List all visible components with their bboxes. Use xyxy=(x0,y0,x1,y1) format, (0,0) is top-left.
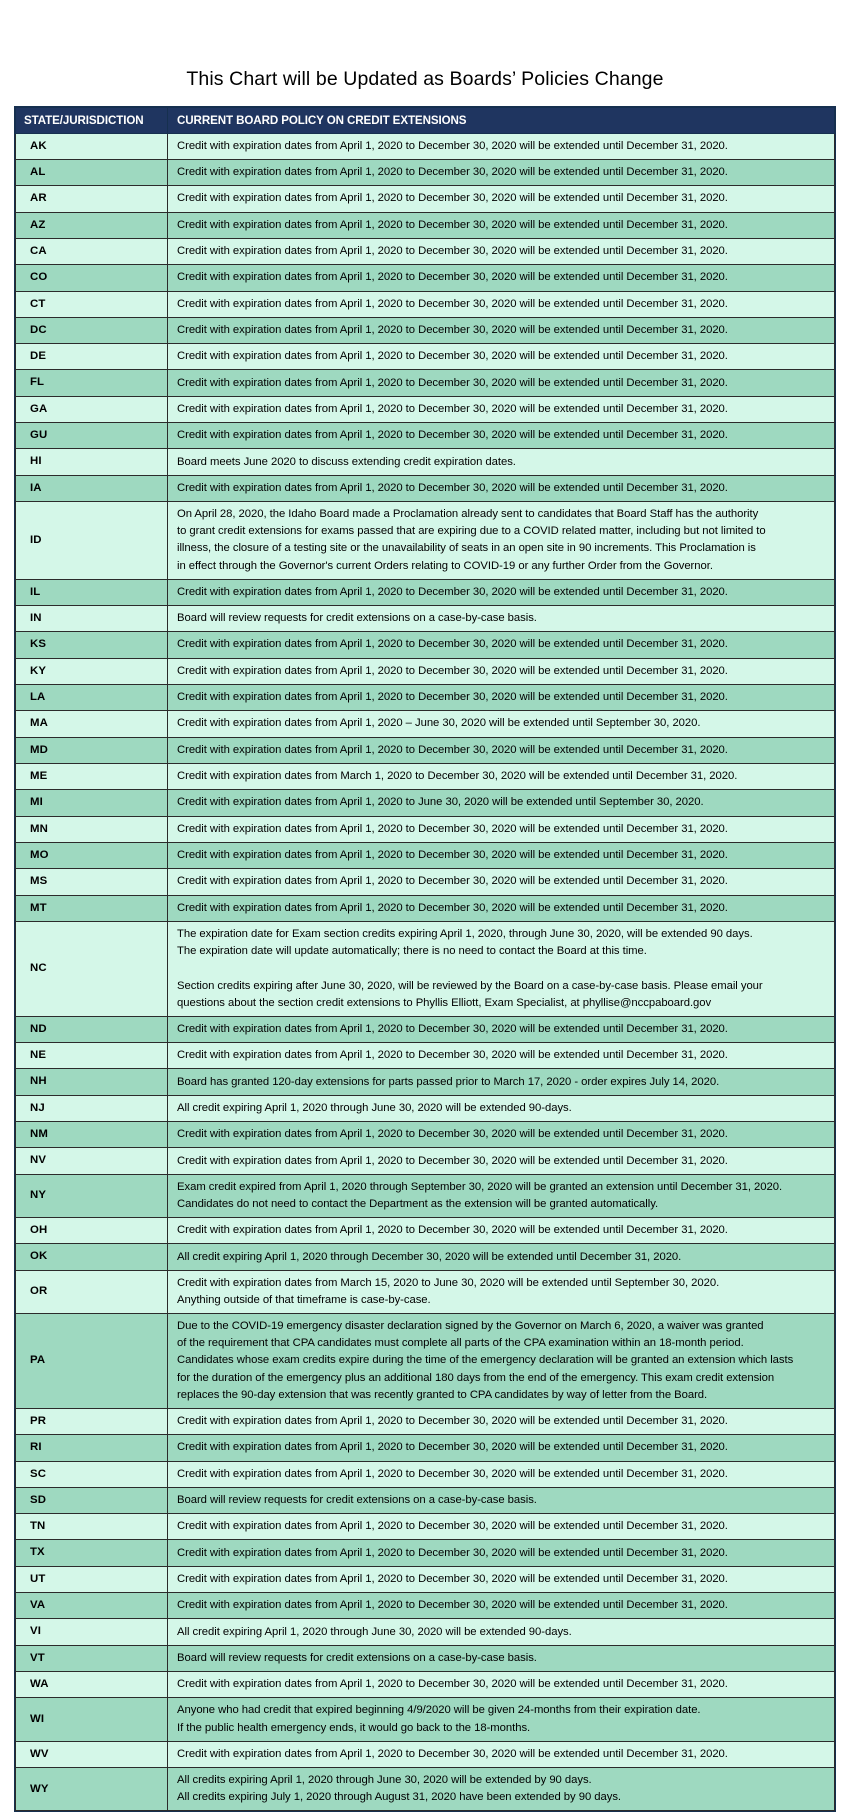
policy-line: If the public health emergency ends, it would go back to the 18-months. xyxy=(177,1721,531,1734)
policy-line: Board has granted 120-day extensions for parts passed prior to March 17, 2020 - order expires July 14, 2020. xyxy=(177,1075,720,1088)
table-body xyxy=(16,133,835,1811)
state-jurisdiction-cell: NJ xyxy=(16,1095,168,1121)
state-jurisdiction-cell: RI xyxy=(16,1435,168,1461)
policy-line: All credit expiring April 1, 2020 through December 30, 2020 will be extended until December 31, 2020. xyxy=(177,1250,682,1263)
state-jurisdiction-cell: MT xyxy=(16,895,168,921)
policy-line: Credit with expiration dates from April 1, 2020 to December 30, 2020 will be extended until December 31, 2020. xyxy=(177,1224,728,1237)
state-jurisdiction-cell: KS xyxy=(16,632,168,658)
policy-cell xyxy=(168,869,835,895)
policy-line: illness, the closure of a testing site or the unavailability of seats in an open site in 90 increments. This Proclamation is xyxy=(177,542,756,555)
state-jurisdiction-cell: MN xyxy=(16,816,168,842)
state-jurisdiction-cell: HI xyxy=(16,449,168,475)
state-jurisdiction-cell: GU xyxy=(16,423,168,449)
table-row xyxy=(16,737,835,763)
state-jurisdiction-cell: OK xyxy=(16,1244,168,1270)
table-row xyxy=(16,1218,835,1244)
policy-line: Credit with expiration dates from April 1, 2020 to December 30, 2020 will be extended until December 31, 2020. xyxy=(177,376,728,389)
table-row xyxy=(16,1314,835,1409)
state-jurisdiction-cell: IN xyxy=(16,606,168,632)
policy-line: Credit with expiration dates from April 1, 2020 to December 30, 2020 will be extended until December 31, 2020. xyxy=(177,1441,728,1454)
state-jurisdiction-cell: PR xyxy=(16,1408,168,1434)
policy-cell xyxy=(168,449,835,475)
policy-cell xyxy=(168,1218,835,1244)
policy-cell xyxy=(168,895,835,921)
policy-cell xyxy=(168,1487,835,1513)
table-row xyxy=(16,475,835,501)
table-row xyxy=(16,1566,835,1592)
state-jurisdiction-cell: MI xyxy=(16,790,168,816)
table-row xyxy=(16,1069,835,1095)
state-jurisdiction-cell: OH xyxy=(16,1218,168,1244)
state-jurisdiction-cell: CA xyxy=(16,238,168,264)
table-row xyxy=(16,1768,835,1811)
policy-cell xyxy=(168,1408,835,1434)
policy-line: Credit with expiration dates from April 1, 2020 to December 30, 2020 will be extended until December 31, 2020. xyxy=(177,1414,728,1427)
state-jurisdiction-cell: GA xyxy=(16,396,168,422)
table-row xyxy=(16,1095,835,1121)
table-row xyxy=(16,606,835,632)
policy-cell xyxy=(168,502,835,580)
policy-cell xyxy=(168,1095,835,1121)
policy-cell xyxy=(168,1148,835,1174)
state-jurisdiction-cell: NC xyxy=(16,922,168,1017)
policy-line: Credit with expiration dates from April 1, 2020 to December 30, 2020 will be extended until December 31, 2020. xyxy=(177,297,728,310)
policy-line: All credit expiring April 1, 2020 through June 30, 2020 will be extended 90-days. xyxy=(177,1101,572,1114)
policy-cell xyxy=(168,1069,835,1095)
policy-cell xyxy=(168,317,835,343)
state-jurisdiction-cell: AL xyxy=(16,159,168,185)
state-jurisdiction-cell: LA xyxy=(16,685,168,711)
table-row xyxy=(16,1514,835,1540)
policy-cell xyxy=(168,186,835,212)
policy-line: to grant credit extensions for exams passed that are expiring due to a COVID related matter, including but not limited to xyxy=(177,525,766,538)
policy-line: replaces the 90-day extension that was recently granted to CPA candidates by way of letter from the Board. xyxy=(177,1388,708,1401)
policy-line: Credit with expiration dates from March 15, 2020 to June 30, 2020 will be extended until September 30, 2020. xyxy=(177,1276,720,1289)
table-row xyxy=(16,843,835,869)
policy-line: Credit with expiration dates from April 1, 2020 to December 30, 2020 will be extended until December 31, 2020. xyxy=(177,481,728,494)
policy-cell xyxy=(168,1768,835,1811)
table-row xyxy=(16,632,835,658)
state-jurisdiction-cell: TX xyxy=(16,1540,168,1566)
policy-line: The expiration date for Exam section credits expiring April 1, 2020, through June 30, 2020, will be extended 90 days. xyxy=(177,928,753,941)
state-jurisdiction-cell: ME xyxy=(16,764,168,790)
policy-cell xyxy=(168,790,835,816)
state-jurisdiction-cell: WA xyxy=(16,1672,168,1698)
table-row xyxy=(16,869,835,895)
state-jurisdiction-cell: DC xyxy=(16,317,168,343)
table-row xyxy=(16,502,835,580)
policy-line: Board will review requests for credit extensions on a case-by-case basis. xyxy=(177,612,537,625)
state-jurisdiction-cell: WV xyxy=(16,1741,168,1767)
table-row xyxy=(16,1408,835,1434)
policy-cell xyxy=(168,475,835,501)
state-jurisdiction-cell: IL xyxy=(16,579,168,605)
policy-line: Credit with expiration dates from April 1, 2020 to December 30, 2020 will be extended until December 31, 2020. xyxy=(177,350,728,363)
state-jurisdiction-cell: NY xyxy=(16,1174,168,1217)
table-row xyxy=(16,423,835,449)
policy-line: Anything outside of that timeframe is case-by-case. xyxy=(177,1293,431,1306)
state-jurisdiction-cell: AR xyxy=(16,186,168,212)
table-row xyxy=(16,685,835,711)
page-root xyxy=(0,13,850,1804)
policy-cell xyxy=(168,922,835,1017)
table-row xyxy=(16,317,835,343)
policy-cell xyxy=(168,1698,835,1741)
policy-line: Candidates do not need to contact the Department as the extension will be granted automatically. xyxy=(177,1197,659,1210)
policy-line: Credit with expiration dates from April 1, 2020 to December 30, 2020 will be extended until December 31, 2020. xyxy=(177,1546,728,1559)
state-jurisdiction-cell: WI xyxy=(16,1698,168,1741)
table-row xyxy=(16,816,835,842)
policy-line: Credit with expiration dates from April 1, 2020 to December 30, 2020 will be extended until December 31, 2020. xyxy=(177,743,728,756)
policy-cell xyxy=(168,1174,835,1217)
table-row xyxy=(16,370,835,396)
policy-line: Board will review requests for credit extensions on a case-by-case basis. xyxy=(177,1651,537,1664)
policy-table-container xyxy=(14,106,836,1812)
table-row xyxy=(16,1698,835,1741)
state-jurisdiction-cell: MS xyxy=(16,869,168,895)
policy-cell xyxy=(168,1540,835,1566)
policy-line: Credit with expiration dates from April 1, 2020 to December 30, 2020 will be extended until December 31, 2020. xyxy=(177,638,728,651)
policy-line: for the duration of the emergency plus an additional 180 days from the end of the emergency. This exam credit extension xyxy=(177,1371,775,1384)
state-jurisdiction-cell: DE xyxy=(16,344,168,370)
policy-cell xyxy=(168,1461,835,1487)
table-row xyxy=(16,133,835,159)
policy-line: Credit with expiration dates from March 1, 2020 to December 30, 2020 will be extended until December 31, 2020. xyxy=(177,770,738,783)
state-jurisdiction-cell: NM xyxy=(16,1122,168,1148)
policy-line: Credit with expiration dates from April 1, 2020 to December 30, 2020 will be extended until December 31, 2020. xyxy=(177,1467,728,1480)
policy-line: Credit with expiration dates from April 1, 2020 to December 30, 2020 will be extended until December 31, 2020. xyxy=(177,901,728,914)
policy-line: Anyone who had credit that expired beginning 4/9/2020 will be given 24-months from their expiration date. xyxy=(177,1704,701,1717)
policy-cell xyxy=(168,159,835,185)
policy-cell xyxy=(168,423,835,449)
policy-line: of the requirement that CPA candidates must complete all parts of the CPA examination within an 18-month period. xyxy=(177,1337,744,1350)
policy-cell xyxy=(168,344,835,370)
policy-line: Credit with expiration dates from April 1, 2020 to December 30, 2020 will be extended until December 31, 2020. xyxy=(177,218,728,231)
table-row xyxy=(16,1672,835,1698)
table-row xyxy=(16,790,835,816)
policy-cell xyxy=(168,396,835,422)
policy-cell xyxy=(168,133,835,159)
table-row xyxy=(16,1016,835,1042)
table-row xyxy=(16,1645,835,1671)
policy-cell xyxy=(168,764,835,790)
table-row xyxy=(16,1148,835,1174)
table-row xyxy=(16,291,835,317)
policy-cell xyxy=(168,1672,835,1698)
table-row xyxy=(16,186,835,212)
policy-cell xyxy=(168,1593,835,1619)
policy-cell xyxy=(168,632,835,658)
policy-cell xyxy=(168,606,835,632)
policy-line: Credit with expiration dates from April 1, 2020 to June 30, 2020 will be extended until September 30, 2020. xyxy=(177,796,704,809)
state-jurisdiction-cell: NE xyxy=(16,1043,168,1069)
policy-line: Credit with expiration dates from April 1, 2020 to December 30, 2020 will be extended until December 31, 2020. xyxy=(177,1022,728,1035)
column-header-state: STATE/JURISDICTION xyxy=(16,107,168,133)
state-jurisdiction-cell: NH xyxy=(16,1069,168,1095)
table-row xyxy=(16,579,835,605)
table-row xyxy=(16,711,835,737)
policy-cell xyxy=(168,1619,835,1645)
state-jurisdiction-cell: OR xyxy=(16,1270,168,1313)
state-jurisdiction-cell: SD xyxy=(16,1487,168,1513)
policy-line: Credit with expiration dates from April 1, 2020 to December 30, 2020 will be extended until December 31, 2020. xyxy=(177,402,728,415)
policy-line: Credit with expiration dates from April 1, 2020 to December 30, 2020 will be extended until December 31, 2020. xyxy=(177,244,728,257)
policy-line: Credit with expiration dates from April 1, 2020 to December 30, 2020 will be extended until December 31, 2020. xyxy=(177,1572,728,1585)
policy-line: All credits expiring April 1, 2020 through June 30, 2020 will be extended by 90 days. xyxy=(177,1774,592,1787)
state-jurisdiction-cell: ID xyxy=(16,502,168,580)
policy-line: Credit with expiration dates from April 1, 2020 to December 30, 2020 will be extended until December 31, 2020. xyxy=(177,849,728,862)
policy-line: Credit with expiration dates from April 1, 2020 to December 30, 2020 will be extended until December 31, 2020. xyxy=(177,192,728,205)
policy-line: Candidates whose exam credits expire during the time of the emergency declaration will be granted an extension which lasts xyxy=(177,1354,794,1367)
policy-line: Credit with expiration dates from April 1, 2020 to December 30, 2020 will be extended until December 31, 2020. xyxy=(177,875,728,888)
policy-line: Credit with expiration dates from April 1, 2020 – June 30, 2020 will be extended until September 30, 2020. xyxy=(177,717,701,730)
policy-line: Due to the COVID-19 emergency disaster declaration signed by the Governor on March 6, 2020, a waiver was granted xyxy=(177,1320,764,1333)
state-jurisdiction-cell: MD xyxy=(16,737,168,763)
policy-cell xyxy=(168,1244,835,1270)
policy-line: Credit with expiration dates from April 1, 2020 to December 30, 2020 will be extended until December 31, 2020. xyxy=(177,1599,728,1612)
policy-cell xyxy=(168,1435,835,1461)
state-jurisdiction-cell: CT xyxy=(16,291,168,317)
state-jurisdiction-cell: AZ xyxy=(16,212,168,238)
policy-line: Credit with expiration dates from April 1, 2020 to December 30, 2020 will be extended until December 31, 2020. xyxy=(177,822,728,835)
policy-cell xyxy=(168,265,835,291)
table-row xyxy=(16,159,835,185)
policy-line: All credits expiring July 1, 2020 through August 31, 2020 have been extended by 90 days. xyxy=(177,1791,622,1804)
state-jurisdiction-cell: TN xyxy=(16,1514,168,1540)
policy-line: questions about the section credit extensions to Phyllis Elliott, Exam Specialist, at phyllise@nccpaboard.gov xyxy=(177,996,712,1009)
table-row xyxy=(16,212,835,238)
state-jurisdiction-cell: SC xyxy=(16,1461,168,1487)
policy-cell xyxy=(168,579,835,605)
policy-line: On April 28, 2020, the Idaho Board made a Proclamation already sent to candidates that Board Staff has the authority xyxy=(177,508,759,521)
table-row xyxy=(16,922,835,1017)
policy-cell xyxy=(168,685,835,711)
policy-cell xyxy=(168,1122,835,1148)
table-row xyxy=(16,344,835,370)
policy-cell xyxy=(168,658,835,684)
table-row xyxy=(16,1540,835,1566)
policy-line: Section credits expiring after June 30, 2020, will be reviewed by the Board on a case-by-case basis. Please email your xyxy=(177,979,763,992)
policy-line: Credit with expiration dates from April 1, 2020 to December 30, 2020 will be extended until December 31, 2020. xyxy=(177,1154,728,1167)
state-jurisdiction-cell: MO xyxy=(16,843,168,869)
table-row xyxy=(16,1619,835,1645)
policy-line: in effect through the Governor's current Orders relating to COVID-19 or any further Order from the Governor. xyxy=(177,559,713,572)
state-jurisdiction-cell: KY xyxy=(16,658,168,684)
table-row xyxy=(16,1270,835,1313)
table-row xyxy=(16,396,835,422)
state-jurisdiction-cell: CO xyxy=(16,265,168,291)
policy-cell xyxy=(168,737,835,763)
policy-cell xyxy=(168,1270,835,1313)
policy-line: Board will review requests for credit extensions on a case-by-case basis. xyxy=(177,1493,537,1506)
state-jurisdiction-cell: AK xyxy=(16,133,168,159)
table-header xyxy=(16,107,835,133)
table-row xyxy=(16,895,835,921)
policy-line: Credit with expiration dates from April 1, 2020 to December 30, 2020 will be extended until December 31, 2020. xyxy=(177,323,728,336)
table-row xyxy=(16,1741,835,1767)
table-row xyxy=(16,449,835,475)
table-row xyxy=(16,265,835,291)
state-jurisdiction-cell: UT xyxy=(16,1566,168,1592)
policy-line: Credit with expiration dates from April 1, 2020 to December 30, 2020 will be extended until December 31, 2020. xyxy=(177,271,728,284)
policy-line: Credit with expiration dates from April 1, 2020 to December 30, 2020 will be extended until December 31, 2020. xyxy=(177,1678,728,1691)
state-jurisdiction-cell: VI xyxy=(16,1619,168,1645)
table-row xyxy=(16,1487,835,1513)
table-row xyxy=(16,1122,835,1148)
policy-spacer-line xyxy=(177,960,828,977)
policy-cell xyxy=(168,1566,835,1592)
policy-line: Credit with expiration dates from April 1, 2020 to December 30, 2020 will be extended until December 31, 2020. xyxy=(177,691,728,704)
table-row xyxy=(16,764,835,790)
policy-line: Exam credit expired from April 1, 2020 through September 30, 2020 will be granted an extension until December 31, 2020. xyxy=(177,1180,783,1193)
state-jurisdiction-cell: VT xyxy=(16,1645,168,1671)
policy-cell xyxy=(168,1314,835,1409)
state-jurisdiction-cell: NV xyxy=(16,1148,168,1174)
policy-cell xyxy=(168,843,835,869)
policy-line: The expiration date will update automatically; there is no need to contact the Board at this time. xyxy=(177,945,647,958)
policy-cell xyxy=(168,212,835,238)
policy-line: Credit with expiration dates from April 1, 2020 to December 30, 2020 will be extended until December 31, 2020. xyxy=(177,1747,728,1760)
policy-line: Credit with expiration dates from April 1, 2020 to December 30, 2020 will be extended until December 31, 2020. xyxy=(177,585,728,598)
policy-cell xyxy=(168,370,835,396)
policy-line: Credit with expiration dates from April 1, 2020 to December 30, 2020 will be extended until December 31, 2020. xyxy=(177,1049,728,1062)
page-title: This Chart will be Updated as Boards’ Policies Change xyxy=(186,68,664,91)
policy-line: Credit with expiration dates from April 1, 2020 to December 30, 2020 will be extended until December 31, 2020. xyxy=(177,139,728,152)
policy-cell xyxy=(168,1043,835,1069)
policy-line: Board meets June 2020 to discuss extending credit expiration dates. xyxy=(177,455,516,468)
state-jurisdiction-cell: MA xyxy=(16,711,168,737)
policy-line: Credit with expiration dates from April 1, 2020 to December 30, 2020 will be extended until December 31, 2020. xyxy=(177,1128,728,1141)
state-jurisdiction-cell: VA xyxy=(16,1593,168,1619)
policy-cell xyxy=(168,238,835,264)
policy-line: Credit with expiration dates from April 1, 2020 to December 30, 2020 will be extended until December 31, 2020. xyxy=(177,429,728,442)
table-row xyxy=(16,1174,835,1217)
column-header-policy: CURRENT BOARD POLICY ON CREDIT EXTENSIONS xyxy=(168,107,835,133)
table-row xyxy=(16,658,835,684)
table-header-row xyxy=(16,107,835,133)
policy-cell xyxy=(168,1741,835,1767)
policy-line: Credit with expiration dates from April 1, 2020 to December 30, 2020 will be extended until December 31, 2020. xyxy=(177,664,728,677)
state-jurisdiction-cell: ND xyxy=(16,1016,168,1042)
table-row xyxy=(16,1244,835,1270)
policy-cell xyxy=(168,1645,835,1671)
policy-cell xyxy=(168,711,835,737)
policy-cell xyxy=(168,1016,835,1042)
policy-cell xyxy=(168,291,835,317)
policy-cell xyxy=(168,1514,835,1540)
table-row xyxy=(16,1043,835,1069)
table-row xyxy=(16,238,835,264)
state-jurisdiction-cell: IA xyxy=(16,475,168,501)
credit-extension-policy-table xyxy=(15,107,835,1812)
policy-cell xyxy=(168,816,835,842)
policy-line: Credit with expiration dates from April 1, 2020 to December 30, 2020 will be extended until December 31, 2020. xyxy=(177,1520,728,1533)
state-jurisdiction-cell: WY xyxy=(16,1768,168,1811)
table-row xyxy=(16,1461,835,1487)
policy-line: Credit with expiration dates from April 1, 2020 to December 30, 2020 will be extended until December 31, 2020. xyxy=(177,165,728,178)
table-row xyxy=(16,1593,835,1619)
state-jurisdiction-cell: FL xyxy=(16,370,168,396)
table-row xyxy=(16,1435,835,1461)
state-jurisdiction-cell: PA xyxy=(16,1314,168,1409)
policy-line: All credit expiring April 1, 2020 through June 30, 2020 will be extended 90-days. xyxy=(177,1625,572,1638)
